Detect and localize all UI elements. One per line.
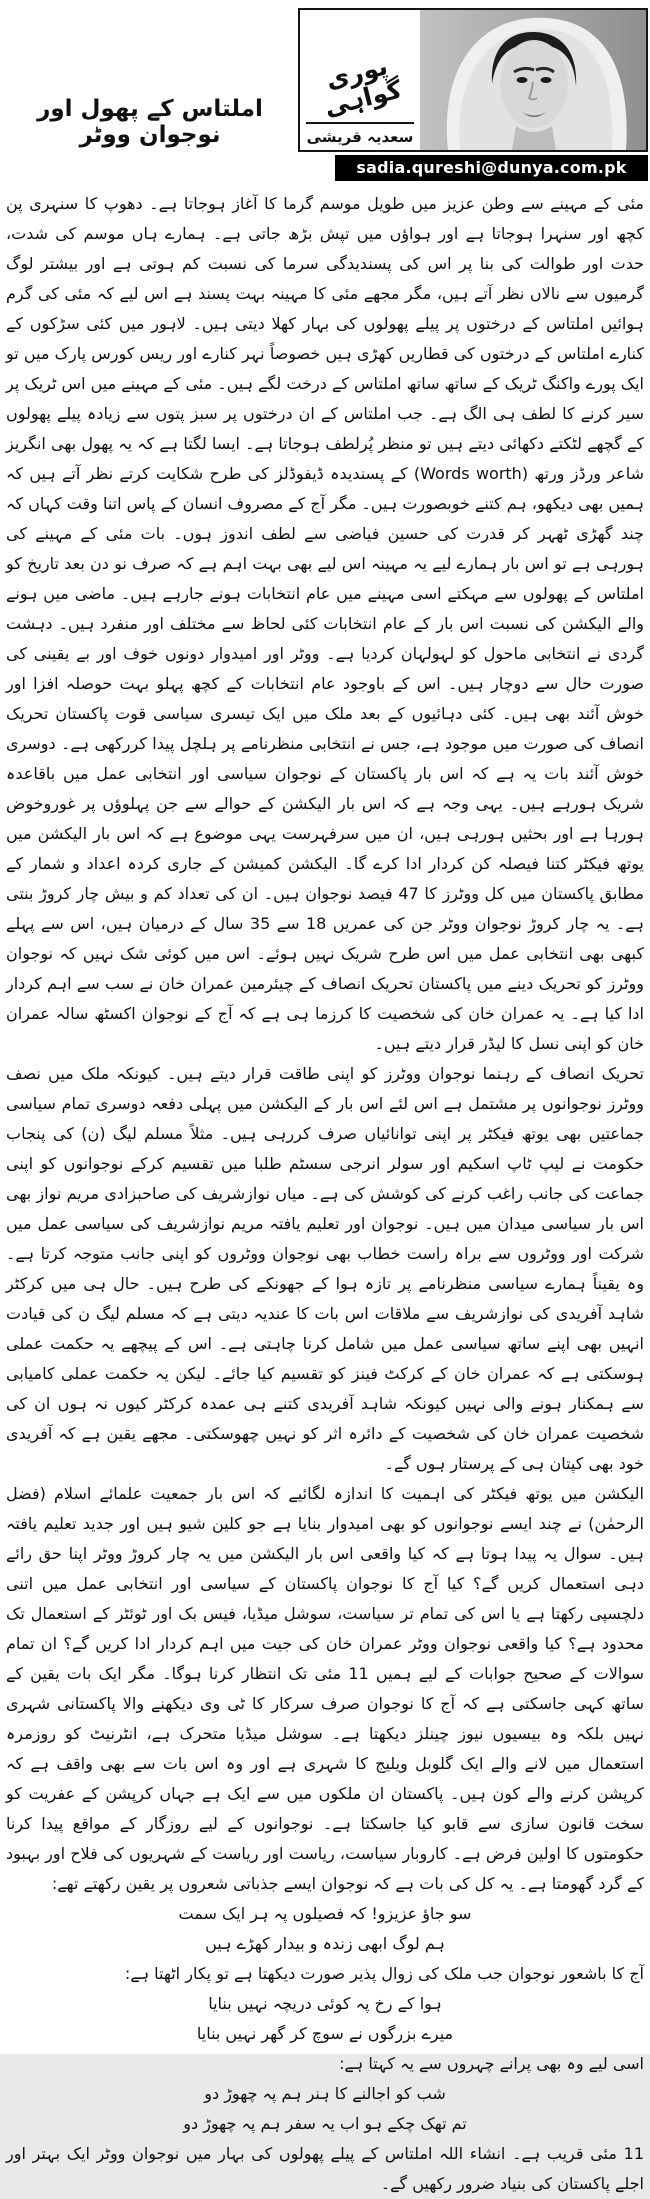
verse-line: ہوا کے رخ پہ کوئی دریچہ نہیں بنایا	[208, 1994, 442, 2013]
article-paragraph: آج کا باشعور نوجوان جب ملک کی زوال پذیر صورت دیکھتا ہے تو پکار اٹھتا ہے:	[124, 1964, 644, 1983]
author-portrait-placeholder-image	[420, 10, 646, 150]
article-paragraph: اسی لیے وہ بھی پرانے چہروں سے یہ کہتا ہے:	[339, 2054, 644, 2073]
verse-line: ہم لوگ ابھی زندہ و بیدار کھڑے ہیں	[205, 1934, 445, 1953]
author-email-bar: sadia.qureshi@dunya.com.pk	[335, 155, 648, 181]
author-info-box	[298, 8, 648, 152]
author-name: سعدیہ قریشی	[306, 128, 414, 146]
author-photo	[420, 10, 646, 150]
verse-line: میرے بزرگوں نے سوچ کر گھر نہیں بنایا	[196, 2024, 454, 2043]
verse-line: تم تھک چکے ہو اب یہ سفر ہم پہ چھوڑ دو	[183, 2114, 467, 2133]
column-name-box	[300, 10, 420, 150]
verse-line: سو جاؤ عزیزو! کہ فصیلوں پہ ہر ایک سمت	[178, 1904, 472, 1923]
article-body	[0, 185, 650, 2193]
article-paragraph: الیکشن میں یوتھ فیکٹر کی اہمیت کا اندازہ لگائیے کہ اس بار جمعیت علمائے اسلام (فضل الرحمٰن) نے چند ایسے نوجوانوں کو بھی امیدوار بنایا ہے جو کلین شیو ہیں اور جدید تعلیم یافتہ ہیں۔ سوال یہ پیدا ہوتا ہے کہ کیا واقعی اس بار الیکشن میں یہ چار کروڑ ووٹر اپنا حق رائے دہی استعمال کریں گے؟ کیا آج کا نوجوان پاکستان کے سیاسی اور انتخابی عمل میں اتنی دلچسپی رکھتا ہے یا اس کی تمام تر سیاست، سوشل میڈیا، فیس بک اور ٹوئٹر کے استعمال تک محدود ہے؟ کیا واقعی نوجوان ووٹر عمران خان کی جیت میں اہم کردار ادا کریں گے؟ ان تمام سوالات کے صحیح جوابات کے لیے ہمیں 11 مئی تک انتظار کرنا ہوگا۔ مگر ایک بات یقین کے ساتھ کہی جاسکتی ہے کہ آج کا نوجوان صرف سرکار کا ٹی وی دیکھنے والا پاکستانی شہری نہیں بلکہ وہ بیسیوں نیوز چینلز دیکھتا ہے۔ سوشل میڈیا متحرک ہے، انٹرنیٹ کو روزمرہ استعمال میں لانے والے ایک گلوبل ویلیج کا شہری ہے اور وہ اس بات سے بھی واقف ہے کہ کرپشن کرنے والے کون ہیں۔ پاکستان ان ملکوں میں سے ایک ہے جہاں کرپشن کے عفریت کو سخت قانون سازی سے قابو کیا جاسکتا ہے۔ نوجوانوں کے لیے روزگار کے مواقع پیدا کرنا حکومتوں کا اولین فرض ہے۔ کاروبار سیاست، ریاست اور ریاست کے شہریوں کی فلاح اور بہبود کے گرد گھومتا ہے۔ یہ کل کی بات ہے کہ نوجوان ایسے جذباتی شعروں پر یقین رکھتے تھے:	[6, 1484, 644, 1893]
article-paragraph: تحریک انصاف کے رہنما نوجوان ووٹرز کو اپنی طاقت قرار دیتے ہیں۔ کیونکہ ملک میں نصف ووٹرز نوجوانوں پر مشتمل ہے اس لئے اس بار کے الیکشن میں پہلی دفعہ دوسری تمام سیاسی جماعتیں بھی یوتھ فیکٹر پر اپنی توانائیاں صرف کررہی ہیں۔ مثلاً مسلم لیگ (ن) کی پنجاب حکومت نے لیپ ٹاپ اسکیم اور سولر انرجی سسٹم طلبا میں تقسیم کرکے نوجوانوں کو اپنی جماعت کی جانب راغب کرنے کی کوشش کی ہے۔ میاں نوازشریف کی صاحبزادی مریم نواز بھی اس بار سیاسی میدان میں ہیں۔ نوجوان اور تعلیم یافتہ مریم نوازشریف کی سیاسی عمل میں شرکت اور ووٹروں سے براہ راست خطاب بھی نوجوان ووٹروں کو اپنی جانب متوجہ کرتا ہے۔ وہ یقیناً ہمارے سیاسی منظرنامے پر تازہ ہوا کے جھونکے کی طرح ہیں۔ حال ہی میں کرکٹر شاہد آفریدی کی نوازشریف سے ملاقات اس بات کا عندیہ دیتی ہے کہ مسلم لیگ ن کی قیادت انہیں بھی اپنے ساتھ سیاسی عمل میں شامل کرنا چاہتی ہے۔ اس کے پیچھے یہ حکمت عملی ہوسکتی ہے کہ عمران خان کے کرکٹ فینز کو تقسیم کیا جائے۔ لیکن یہ حکمت عملی کامیابی سے ہمکنار ہونے والی نہیں کیونکہ شاہد آفریدی کتنے ہی عمدہ کرکٹر کیوں نہ ہوں ان کی شخصیت عمران خان کی شخصیت کے دائرہ اثر کو نہیں چھوسکتی۔ مجھے یقین ہے کہ آفریدی خود بھی کپتان ہی کے پرستار ہوں گے۔	[6, 1064, 644, 1473]
column-name-calligraphy: پوری گواہی	[321, 51, 405, 122]
verse-line: شب کو اجالنے کا ہنر ہم پہ چھوڑ دو	[204, 2084, 446, 2103]
column-header	[0, 0, 650, 185]
closing-paragraph: 11 مئی قریب ہے۔ انشاء اللہ املتاس کے پیلے پھولوں کی بہار میں نوجوان ووٹر ایک بہتر اور اجلے پاکستان کی بنیاد ضرور رکھیں گے۔	[6, 2144, 644, 2193]
divider-line	[306, 122, 414, 124]
article-title: املتاس کے پھول اور نوجوان ووٹر	[37, 96, 263, 148]
article-paragraph: مئی کے مہینے سے وطن عزیز میں طویل موسم گرما کا آغاز ہوجاتا ہے۔ دھوپ کا سنہری پن کچھ اور سنہرا ہوجاتا ہے اور ہواؤں میں تپش بڑھ جاتی ہے۔ ہمارے ہاں موسم کی شدت، حدت اور طوالت کی بنا پر اس کی پسندیدگی سرما کی نسبت کم ہوتی ہے اور بیشتر لوگ گرمیوں سے نالاں نظر آتے ہیں، مگر مجھے مئی کا مہینہ بہت پسند ہے اس لیے کہ مئی کی گرم ہوائیں املتاس کے درختوں پر پیلے پھولوں کی بہار کھلا دیتی ہیں۔ لاہور میں کئی سڑکوں کے کنارے املتاس کے درختوں کی قطاریں کھڑی ہیں خصوصاً نہر کنارے اور ریس کورس پارک میں تو ایک پورے واکنگ ٹریک کے ساتھ ساتھ املتاس کے درخت لگے ہیں۔ مئی کے مہینے میں اس ٹریک پر سیر کرنے کا لطف ہی الگ ہے۔ جب املتاس کے ان درختوں پر سبز پتوں سے زیادہ پیلے پھولوں کے گچھے لٹکتے دکھائی دیتے ہیں تو منظر پُرلطف ہوجاتا ہے۔ ایسا لگتا ہے کہ یہ پھول بھی انگریز شاعر ورڈز ورتھ (Words worth) کے پسندیدہ ڈیفوڈلز کی طرح شکایت کرتے نظر آتے ہیں کہ ہمیں بھی دیکھو، ہم کتنے خوبصورت ہیں۔ مگر آج کے مصروف انسان کے پاس اتنا وقت کہاں کہ چند گھڑی ٹھہر کر قدرت کی حسین فیاضی سے لطف اندوز ہوں۔ بات مئی کے مہینے کی ہورہی ہے تو اس بار ہمارے لیے یہ مہینہ اس لیے بھی بہت اہم ہے کہ صرف نو دن بعد تاریخ کو املتاس کے پھولوں سے مہکتے اسی مہینے میں عام انتخابات ہونے جارہے ہیں۔ ماضی میں ہونے والے الیکشن کی نسبت اس بار کے عام انتخابات کئی لحاظ سے مختلف اور منفرد ہیں۔ دہشت گردی نے انتخابی ماحول کو لہولہان کردیا ہے۔ ووٹر اور امیدوار دونوں خوف اور بے یقینی کی صورت حال سے دوچار ہیں۔ اس کے باوجود عام انتخابات کے کچھ پہلو بہت حوصلہ افزا اور خوش آئند بھی ہیں۔ کئی دہائیوں کے بعد ملک میں ایک تیسری سیاسی قوت پاکستان تحریک انصاف کی صورت میں موجود ہے، جس نے انتخابی منظرنامے پر ہلچل پیدا کررکھی ہے۔ دوسری خوش آئند بات یہ ہے کہ اس بار پاکستان کے نوجوان سیاسی اور انتخابی عمل میں باقاعدہ شریک ہورہے ہیں۔ یہی وجہ ہے کہ اس بار الیکشن کے حوالے سے جن پہلوؤں پر غوروخوض ہورہا ہے اور بحثیں ہورہی ہیں، ان میں سرفہرست یہی موضوع ہے کہ اس بار الیکشن میں یوتھ فیکٹر کتنا فیصلہ کن کردار ادا کرے گا۔ الیکشن کمیشن کے جاری کردہ اعداد و شمار کے مطابق پاکستان میں کل ووٹرز کا 47 فیصد نوجوان ہیں۔ ان کی تعداد کم و بیش چار کروڑ بنتی ہے۔ یہ چار کروڑ نوجوان ووٹر جن کی عمریں 18 سے 35 سال کے درمیان ہیں، اس سے پہلے کبھی بھی انتخابی عمل میں اس طرح شریک نہیں ہوئے۔ اس میں کوئی شک نہیں کہ نوجوان ووٹرز کو تحریک دینے میں پاکستان تحریک انصاف کے چیئرمین عمران خان نے سب سے اہم کردار ادا کیا ہے۔ یہ عمران خان کی شخصیت کا کرزما ہی ہے کہ آج کے نوجوان اکسٹھ سالہ عمران خان کو اپنی نسل کا لیڈر قرار دیتے ہیں۔	[6, 194, 645, 1053]
